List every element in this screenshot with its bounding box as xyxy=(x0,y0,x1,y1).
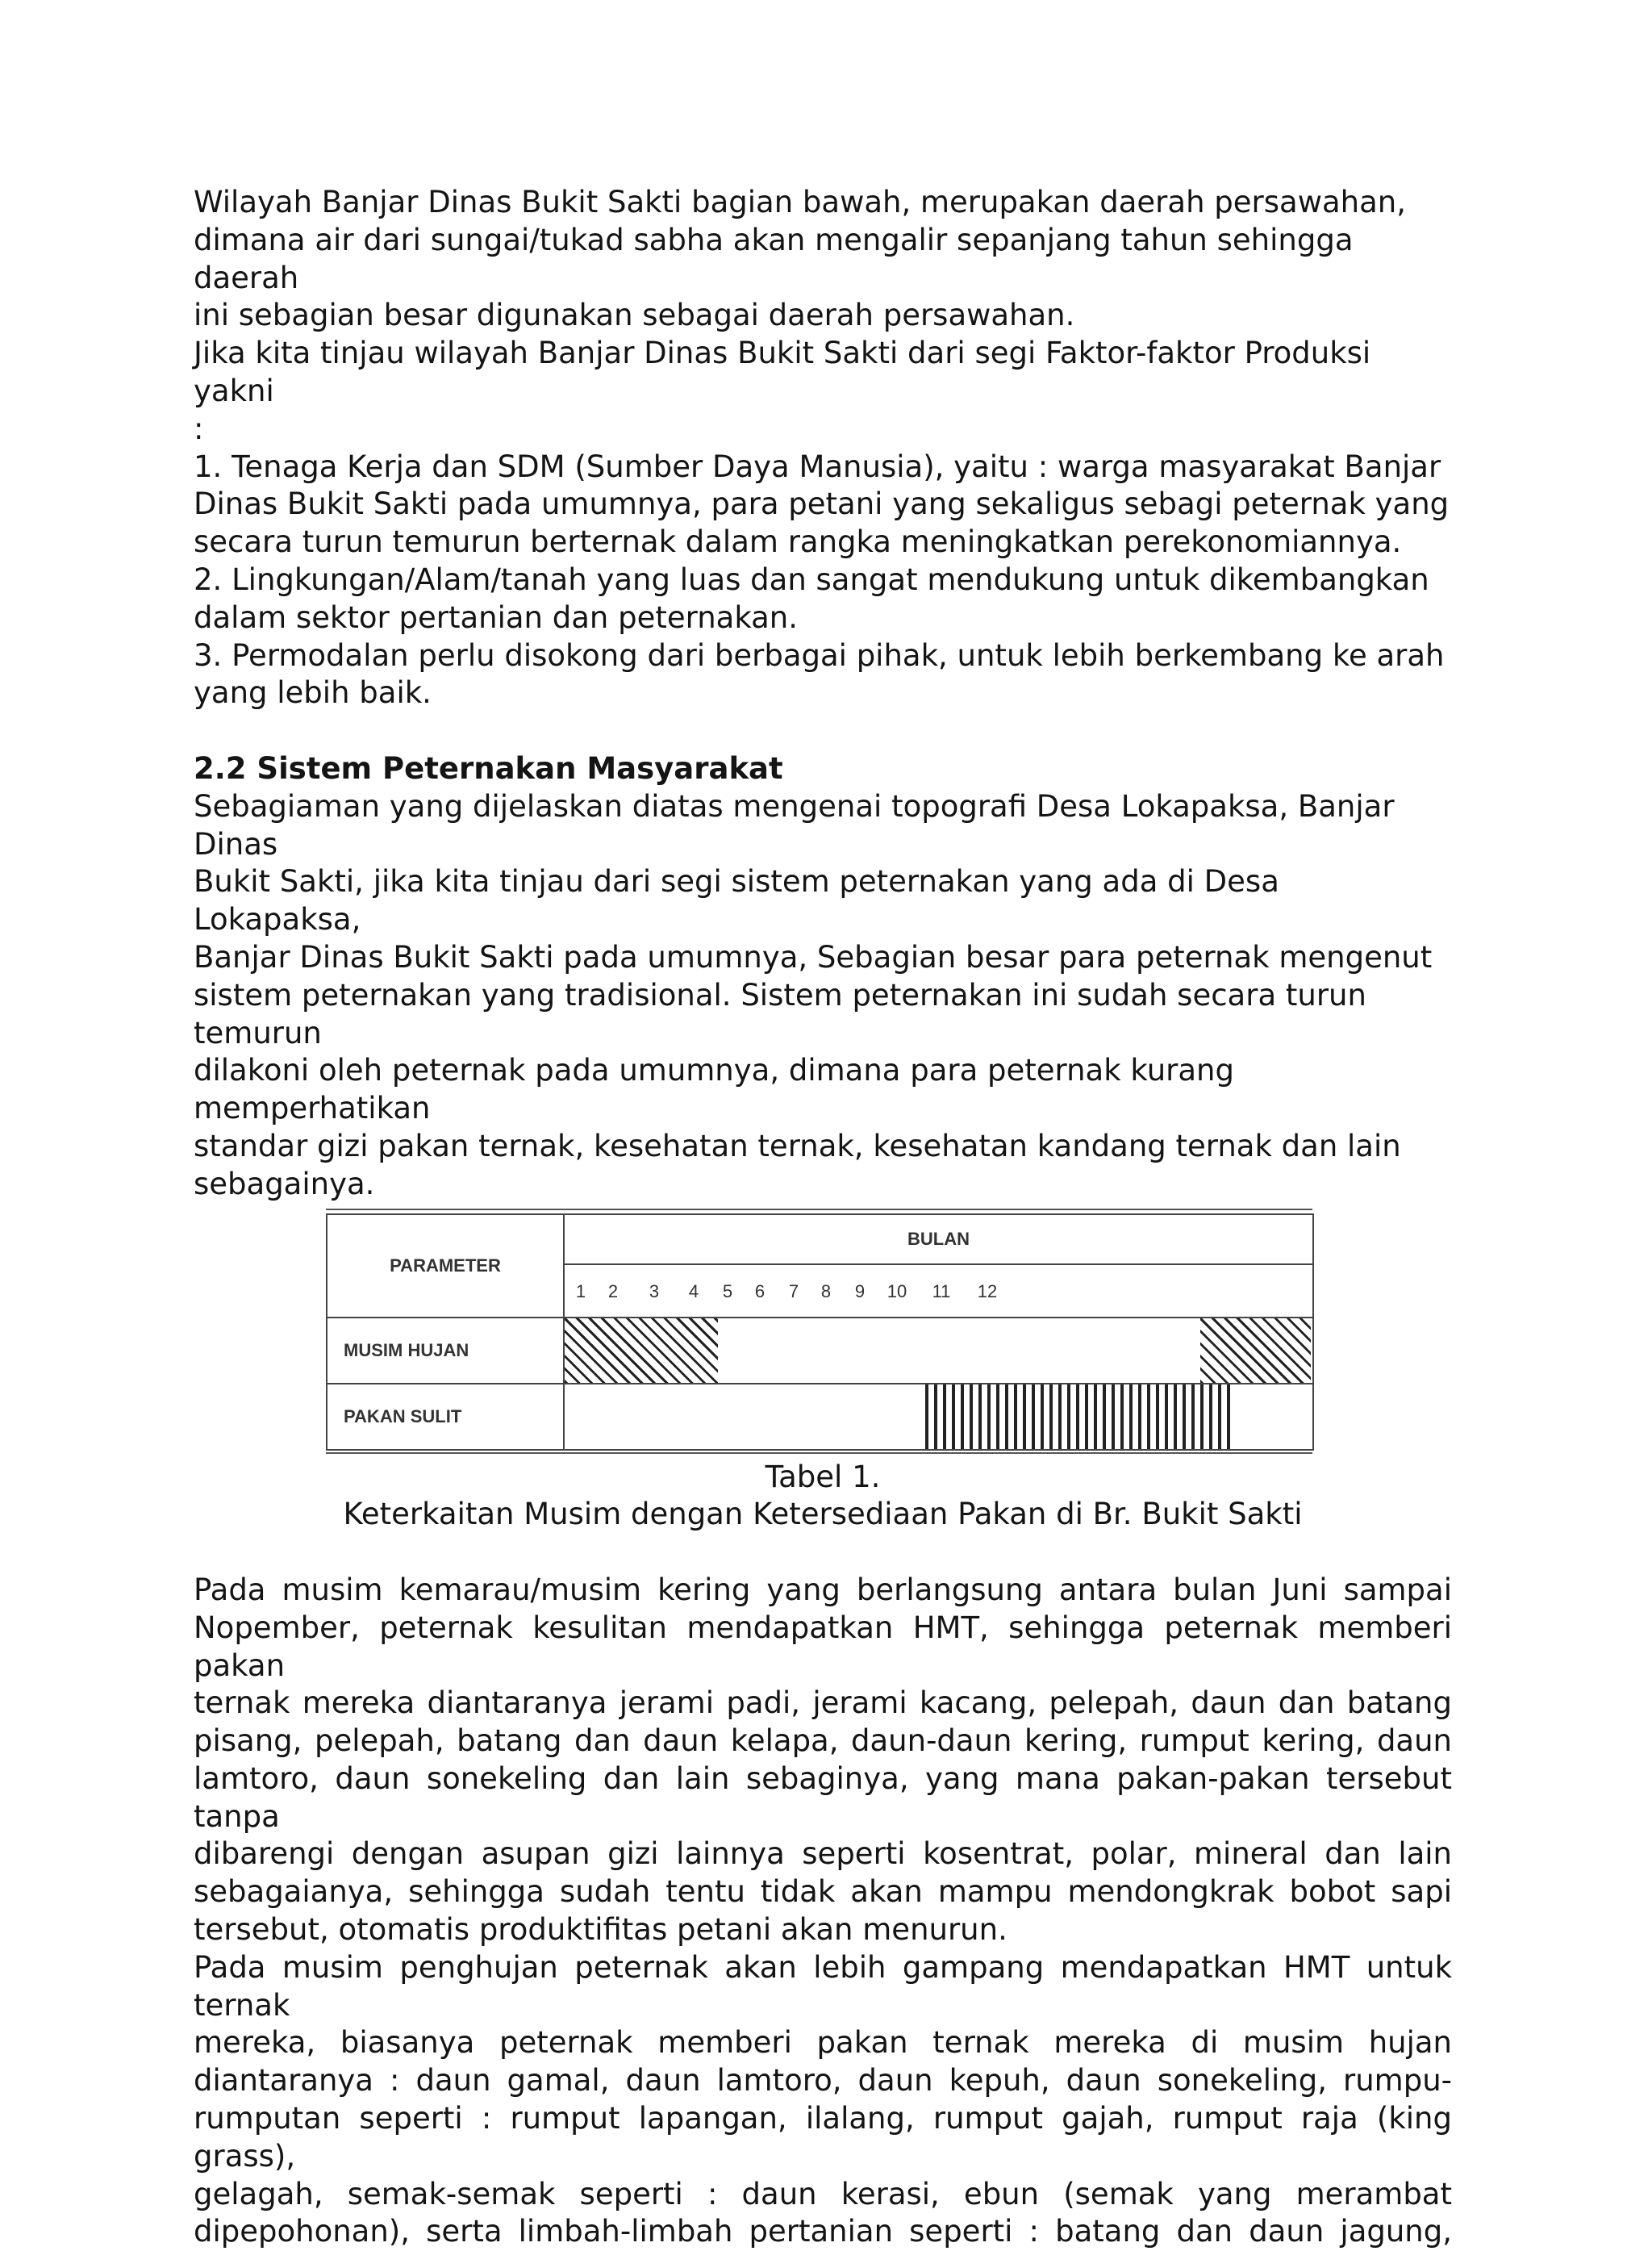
month-numbers xyxy=(564,1264,1313,1317)
table-caption-number: Tabel 1. xyxy=(765,1459,881,1494)
text-line: sebagainya. xyxy=(194,1166,375,1201)
text-line: dibarengi dengan asupan gizi lainnya seperti kosentrat, polar, mineral dan lain xyxy=(194,1836,1452,1872)
month-label-2: 2 xyxy=(607,1281,619,1302)
text-line: ternak mereka diantaranya jerami padi, jerami kacang, pelepah, daun dan batang xyxy=(194,1685,1452,1721)
musim-hujan-bars xyxy=(564,1318,1313,1384)
text-line: dipepohonan), serta limbah-limbah pertanian seperti : batang dan daun jagung, xyxy=(194,2214,1452,2249)
month-label-3: 3 xyxy=(649,1281,660,1302)
text-line: Banjar Dinas Bukit Sakti pada umumnya, Sebagian besar para peternak mengenut xyxy=(194,939,1433,975)
text-line: Bukit Sakti, jika kita tinjau dari segi sistem peternakan yang ada di Desa Lokapaksa, xyxy=(194,864,1279,938)
text-line: : xyxy=(194,411,204,446)
text-line: sistem peternakan yang tradisional. Sistem peternakan ini sudah secara turun temurun xyxy=(194,977,1366,1050)
text-line: dalam sektor pertanian dan peternakan. xyxy=(194,599,798,635)
month-label-9: 9 xyxy=(854,1281,866,1302)
section-paragraph xyxy=(194,788,1452,1204)
season-feed-table xyxy=(326,1213,1314,1451)
month-label-8: 8 xyxy=(820,1281,832,1302)
text-line: tersebut, otomatis produktifitas petani akan menurun. xyxy=(194,1912,1007,1948)
text-line: mereka, biasanya peternak memberi pakan ternak mereka di musim hujan xyxy=(194,2025,1452,2061)
text-line: secara turun temurun berternak dalam rangka meningkatkan perekonomiannya. xyxy=(194,524,1402,560)
month-label-10: 10 xyxy=(886,1281,907,1302)
text-line: 3. Permodalan perlu disokong dari berbagai pihak, untuk lebih berkembang ke arah xyxy=(194,637,1445,673)
text-line: Sebagiaman yang dijelaskan diatas mengenai topografi Desa Lokapaksa, Banjar Dinas xyxy=(194,788,1395,862)
text-line: diantaranya : daun gamal, daun lamtoro, daun kepuh, daun sonekeling, rumpu- xyxy=(194,2063,1452,2099)
body-paragraphs xyxy=(194,1572,1452,2251)
musim-hujan-segment xyxy=(565,1318,718,1383)
text-line: Nopember, peternak kesulitan mendapatkan HMT, sehingga peternak memberi pakan xyxy=(194,1610,1452,1683)
month-label-4: 4 xyxy=(688,1281,699,1302)
text-line: standar gizi pakan ternak, kesehatan ternak, kesehatan kandang ternak dan lain xyxy=(194,1128,1401,1163)
text-line: dilakoni oleh peternak pada umumnya, dimana para peternak kurang memperhatikan xyxy=(194,1053,1234,1126)
season-table-figure xyxy=(194,1204,1452,1459)
pakan-sulit-segment xyxy=(925,1384,1234,1449)
pakan-sulit-bars xyxy=(564,1384,1313,1450)
month-label-12: 12 xyxy=(977,1281,998,1302)
text-line: yang lebih baik. xyxy=(194,675,432,711)
text-line: 1. Tenaga Kerja dan SDM (Sumber Daya Manusia), yaitu : warga masyarakat Banjar xyxy=(194,449,1441,484)
month-label-11: 11 xyxy=(932,1281,951,1302)
row-label-musim-hujan: MUSIM HUJAN xyxy=(327,1318,564,1384)
month-header: BULAN xyxy=(564,1214,1313,1265)
text-line: Wilayah Banjar Dinas Bukit Sakti bagian bawah, merupakan daerah persawahan, xyxy=(194,185,1406,219)
text-line: Pada musim kemarau/musim kering yang berlangsung antara bulan Juni sampai xyxy=(194,1572,1452,1607)
text-line: pisang, pelepah, batang dan daun kelapa, daun-daun kering, rumput kering, daun xyxy=(194,1723,1452,1759)
text-line: rumputan seperti : rumput lapangan, ilalang, rumput gajah, rumput raja (king grass), xyxy=(194,2101,1452,2174)
text-line: sebagaianya, sehingga sudah tentu tidak akan mampu mendongkrak bobot sapi xyxy=(194,1874,1452,1910)
table-caption-title: Keterkaitan Musim dengan Ketersediaan Pakan di Br. Bukit Sakti xyxy=(343,1497,1303,1532)
month-label-5: 5 xyxy=(722,1281,733,1302)
row-label-pakan-sulit: PAKAN SULIT xyxy=(327,1384,564,1450)
parameter-header: PARAMETER xyxy=(327,1214,564,1318)
intro-paragraph xyxy=(194,184,1452,712)
month-label-1: 1 xyxy=(575,1281,586,1302)
text-line: lamtoro, daun sonekeling dan lain sebaginya, yang mana pakan-pakan tersebut tanpa xyxy=(194,1760,1452,1834)
text-line: Dinas Bukit Sakti pada umumnya, para petani yang sekaligus sebagi peternak yang xyxy=(194,487,1450,522)
month-label-7: 7 xyxy=(788,1281,799,1302)
section-heading: 2.2 Sistem Peternakan Masyarakat xyxy=(194,750,783,786)
text-line: gelagah, semak-semak seperti : daun kerasi, ebun (semak yang merambat xyxy=(194,2176,1452,2211)
text-line: Pada musim penghujan peternak akan lebih gampang mendapatkan HMT untuk ternak xyxy=(194,1949,1452,2023)
document-page xyxy=(194,184,1452,2251)
text-line: ini sebagian besar digunakan sebagai daerah persawahan. xyxy=(194,298,1075,333)
text-line: dimana air dari sungai/tukad sabha akan mengalir sepanjang tahun sehingga daerah xyxy=(194,222,1354,295)
text-line: 2. Lingkungan/Alam/tanah yang luas dan sangat mendukung untuk dikembangkan xyxy=(194,562,1429,597)
musim-hujan-segment xyxy=(1200,1318,1311,1383)
text-line: Jika kita tinjau wilayah Banjar Dinas Bukit Sakti dari segi Faktor-faktor Produksi yakni xyxy=(194,336,1371,408)
month-label-6: 6 xyxy=(754,1281,766,1302)
